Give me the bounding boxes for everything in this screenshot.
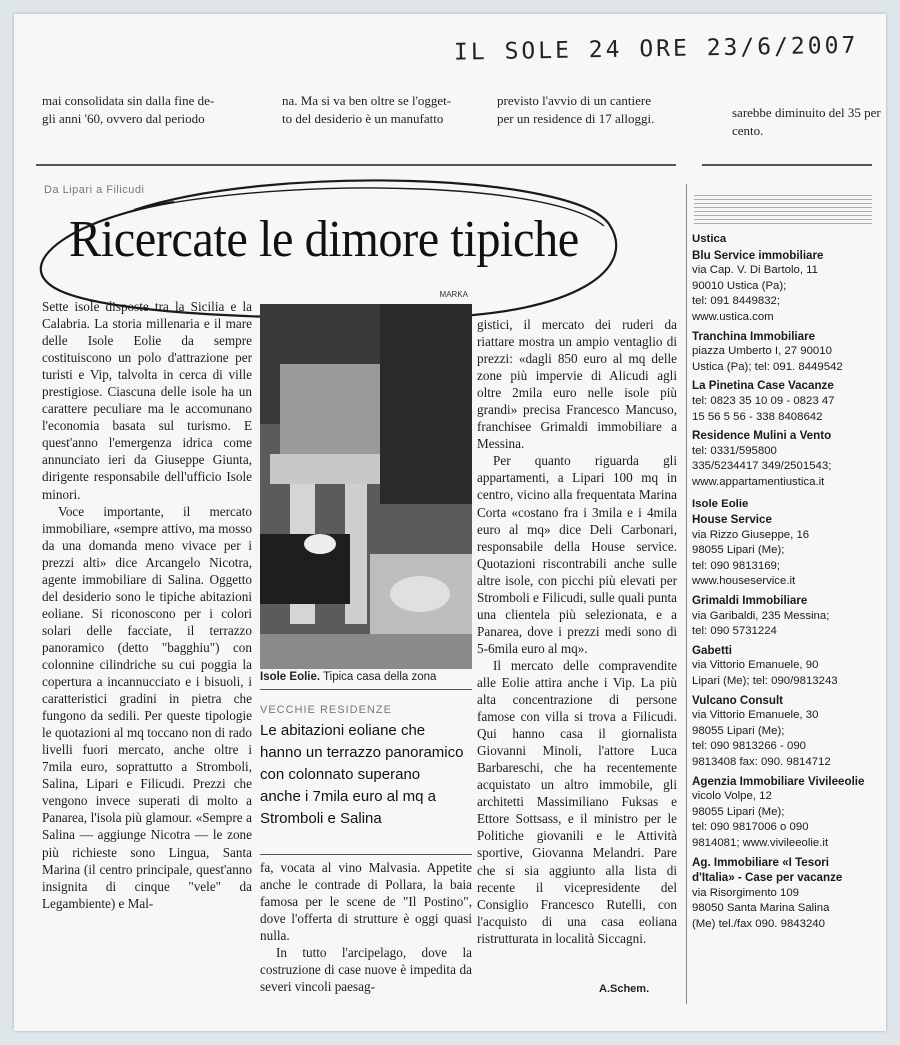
article-column-2 — [260, 859, 472, 995]
caption-text: Tipica casa della zona — [320, 671, 437, 683]
article-photo — [260, 290, 472, 669]
paragraph: In tutto l'arcipelago, dove la costruzione di case nuove è impedita da severi vincoli paesag- — [260, 945, 472, 995]
top-divider — [36, 164, 676, 166]
article-column-1 — [42, 298, 252, 912]
fragment-col-3: previsto l'avvio di un cantiere per un residence di 17 alloggi. — [497, 93, 655, 126]
previous-article-fragments — [42, 92, 881, 154]
agency-name: Agenzia Immobiliare Vivileeolie — [692, 774, 865, 788]
agency-entry — [692, 378, 872, 425]
paragraph: Voce importante, il mercato immobiliare, «sempre attivo, ma mosso da una domanda meno vivace per i prezzi alti» dice Arcangelo Nicotra, agente immobiliare di Salina. Oggetto del desiderio sono le tipiche abitazioni eoliane. Si riconoscono per i colori solari delle facciate, il terrazzo panoramico (detto "bagghiu") con colonnine cilindriche su cui poggia la copertura a incannucciato e i bisuoli, i caratteristici gradini in pietra che fungono da sedili. Per queste tipologie le quotazioni al mq toccano non di rado livelli fuori mercato, anche oltre i 7mila euro, soprattutto a Stromboli, Salina, Lipari e Filicudi. Prezzi che vengono invece superati di molto a Panarea, l'isola più glamour. «Sempre a Salina — aggiunge Nicotra — le zone più richieste sono Lingua, Santa Marina (il centro principale, quest'anno insignita di cinque "vele" da Legambiente) e Mal- — [42, 503, 252, 911]
agency-entry — [692, 855, 872, 933]
agency-contact: tel: 0331/595800 335/5234417 349/2501543; www.appartamentiustica.it — [692, 444, 832, 488]
agency-name: Tranchina Immobiliare — [692, 329, 816, 343]
agency-name: Gabetti — [692, 643, 732, 657]
agency-contact: via Rizzo Giuseppe, 16 98055 Lipari (Me); tel: 090 9813169; www.houseservice.it — [692, 528, 810, 588]
fragment-col-4: sarebbe diminuito del 35 per cento. — [732, 105, 881, 138]
agency-contact: via Vittorio Emanuele, 30 98055 Lipari (Me); tel: 090 9813266 - 090 9813408 fax: 090. 9814712 — [692, 709, 831, 768]
agency-contact: via Cap. V. Di Bartolo, 11 90010 Ustica (Pa); tel: 091 8449832; www.ustica.com — [692, 264, 818, 323]
agency-name: Residence Mulini a Vento — [692, 429, 832, 443]
agency-contact: via Risorgimento 109 98050 Santa Marina Salina (Me) tel./fax 090. 9843240 — [692, 886, 830, 930]
handwritten-date-note: IL SOLE 24 ORE 23/6/2007 — [453, 32, 859, 66]
article-kicker: Da Lipari a Filicudi — [44, 184, 145, 196]
article-column-3 — [477, 316, 677, 947]
agency-entry — [692, 593, 872, 640]
box-highlight-text: Le abitazioni eoliane che hanno un terrazzo panoramico con colonnato superano anche i 7mila euro al mq a Stromboli e Salina — [260, 722, 464, 827]
newspaper-clipping — [14, 14, 886, 1031]
caption-bold: Isole Eolie. — [260, 671, 321, 683]
agency-entry — [692, 693, 872, 771]
house-photo-illustration — [260, 304, 472, 669]
agency-entry — [692, 643, 872, 690]
agency-entry — [692, 329, 872, 376]
paragraph: Per quanto riguarda gli appartamenti, a Lipari 100 mq in centro, vicino alla frequentata Marina Corta «costano fra i 3mila e i 4mila euro al mq» dice Deli Carbonari, responsabile della House service. Quotazioni riscontrabili anche sulle altre isole, con picchi più elevati per Stromboli e Filicudi, sulle quali punta una clientela più selezionata, e a Panarea, dove i prezzi medi sono di 5-6mila euro al mq». — [477, 453, 677, 656]
agency-entry — [692, 428, 872, 490]
agencies-list — [692, 232, 872, 936]
agency-name: Ag. Immobiliare «I Tesori d'Italia» - Case per vacanze — [692, 855, 843, 885]
agency-name: La Pinetina Case Vacanze — [692, 379, 834, 393]
paragraph: gistici, il mercato dei ruderi da riattare mostra un ampio ventaglio di prezzi: «dagli 850 euro al mq delle zone più impervie di Alicudi agli oltre 2mila euro nelle isole più grandi» precisa Francesco Mancuso, franchisee Grimaldi immobiliare a Messina. — [477, 317, 677, 452]
paragraph: Il mercato delle compravendite alle Eolie attira anche i Vip. La più alta concentrazione di persone famose con villa si trova a Filicudi. Qui hanno casa il giornalista Giovanni Minoli, l'attore Luca Barbareschi, che ha recentemente acquistato un altro immobile, gli architetti Massimiliano Fuksas e Ettore Sottsass, e il ministro per le Politiche giovanili e le Attività sportive, Giovanna Melandri. Pare che si sia aggiunto alla lista di recente il vicepresidente del Consiglio Francesco Rutelli, con l'acquisto di una casa eoliana ristrutturata in località Siccagni. — [477, 657, 677, 946]
photo-caption — [260, 671, 475, 683]
paragraph: Sette isole disposte tra la Sicilia e la Calabria. La storia millenaria e il mare delle Isole Eolie da sempre costituiscono un polo d'attrazione per turisti e Vip, talvolta in cerca di ville prestigiose. Ciascuna delle isole ha un carattere peculiare ma le accomunano l'economia basata sul turismo. E quest'anno l'emergenza idrica come annunciato ieri da Giuseppe Giunta, dirigente responsabile dell'ufficio Isole minori. — [42, 299, 252, 502]
article-author: A.Schem. — [599, 983, 650, 995]
agency-name: Vulcano Consult — [692, 693, 784, 707]
top-divider-right — [702, 164, 872, 166]
agency-entry — [692, 232, 872, 326]
agencies-header-pattern — [694, 194, 872, 224]
fragment-col-1: mai consolidata sin dalla fine de- gli anni '60, ovvero dal periodo — [42, 93, 215, 126]
agency-contact: via Vittorio Emanuele, 90 Lipari (Me); tel: 090/9813243 — [692, 659, 838, 688]
agency-entry — [692, 497, 872, 591]
agency-town: Isole Eolie — [692, 497, 749, 510]
box-rule — [260, 854, 472, 855]
agency-contact: tel: 0823 35 10 09 - 0823 47 15 56 5 56 - 338 8408642 — [692, 394, 835, 423]
fragment-col-2: na. Ma si va ben oltre se l'ogget- to del desiderio è un manufatto — [282, 93, 452, 126]
agency-contact: vicolo Volpe, 12 98055 Lipari (Me); tel: 090 9817006 o 090 9814081; www.vivileeolie.it — [692, 790, 829, 849]
agency-entry — [692, 774, 872, 852]
agency-name: Blu Service immobiliare — [692, 248, 824, 262]
photo-credit: MARKA — [439, 290, 468, 299]
agency-town: Ustica — [692, 233, 727, 245]
caption-rule — [260, 689, 472, 690]
column-separator — [686, 184, 687, 1004]
agency-contact: via Garibaldi, 235 Messina; tel: 090 5731224 — [692, 609, 830, 638]
article-headline: Ricercate le dimore tipiche — [69, 211, 579, 268]
box-kicker: VECCHIE RESIDENZE — [260, 704, 392, 716]
agency-contact: piazza Umberto I, 27 90010 Ustica (Pa); tel: 091. 8449542 — [692, 345, 843, 373]
agency-name: Grimaldi Immobiliare — [692, 594, 808, 608]
paragraph: fa, vocata al vino Malvasia. Appetite anche le contrade di Pollara, la baia famosa per le scene de "Il Postino", dove l'offerta di strutture è oggi quasi nulla. — [260, 860, 472, 944]
agency-name: House Service — [692, 513, 772, 527]
